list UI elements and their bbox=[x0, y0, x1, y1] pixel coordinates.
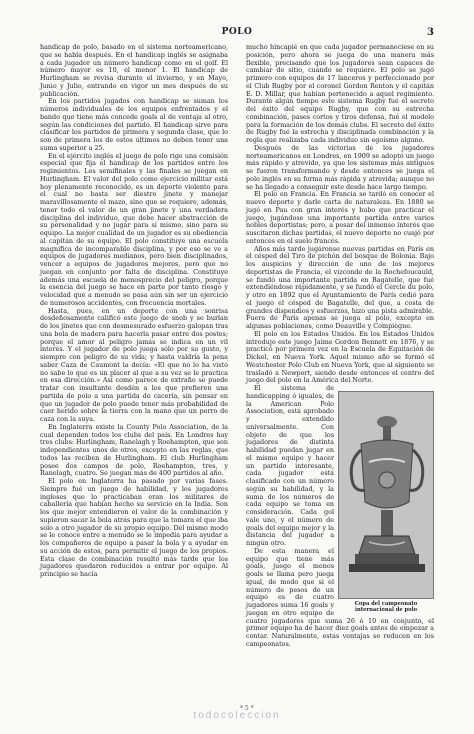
paragraph: De esta manera el equipo que tiene más goals, juego el menos goals se llama pero juega igual, de modo que si el número de pesos de un equipo es de cuatro jugadores suma 16 goals y juegan en otro equipo de cuatro jugadores que suma 26 ó 10 en conjunto, el primer equipo ha de hacer diez goals antes de empezar a contar. Naturalmente, estas ventajas se reducen en los campeonatos. bbox=[246, 546, 434, 648]
paragraph: mucho hincapié en que cada jugador permaneciese en su posición, pero ahora se juega de una manera más flexible, precisando que los jugadores sean capaces de cambiar de sitio, cuando se requiere. El polo se jugó primero con equipos de 17 lanceros y perfeccionado por el Club Rugby por el coronel Gordon Renton y el capitán E. D. Millar, que habían pertenecido a aquel regimiento. Durante algún tiempo este sistema Rugby fué el secreto del éxito del equipo Rugby, que con su estrecha combinación, pases cortos y tiros defensa, fué el modelo para la formación de los demás clubs. El secreto del éxito de Rugby fué la estrecha y disciplinada combinación y la regla que realizaba cada individuo sin egoísmo alguno. bbox=[246, 43, 434, 144]
figure-wrap bbox=[338, 391, 434, 611]
page-title: POLO bbox=[221, 27, 253, 37]
trophy-icon bbox=[339, 392, 434, 599]
paragraph: handicap de polo, basado en el sistema norteamericano, que se había después. En el handicap inglés se asignaba a cada jugador un número handicap como en el golf. El número mayor es 10, el menor 1. El handicap de Hurlingham se revisa durante el invierno, y en Mayo, Junio y Julio, entrando en vigor un mes después de su publicación. bbox=[40, 43, 228, 98]
right-column bbox=[246, 44, 434, 649]
figure bbox=[338, 391, 434, 613]
paragraph: En los partidos jugados con handicap se suman los números individuales de los equipos enfrentados y el bando que tiene más concede goals al de ventaja al otro, según las condiciones del partido. El handicap sirve para clasificar los partidos de primera y segunda clase, que lo son de primera los de estos últimos no deben tener una suma superior a 25. bbox=[40, 97, 228, 152]
watermark: todocoleccion bbox=[193, 710, 281, 721]
paragraph: En Inglaterra existe la County Polo Association, de la cual dependen todos los clubs del país. En Londres hay tres clubs: Hurlingham, Ranelagh y Roehampton, que son independientes unos de otros, excepto en las reglas, que todos las reciben de Hurlingham. El club Hurlingham posee dos campos de polo, Roehampton, tres, y Ranelagh, cuatro. Se juegan más de 400 partidos al año. bbox=[40, 422, 228, 478]
paragraph: Hasta, pues, en un deporte con una sonrisa desdeñosamente calificó este juego de snob y se burlan de los jinetes que con desmesurado esfuerzo galopan tras una bola de madera para hacerla pasar entre dos postes; porque el amor al peligro jamás se indica en un vil interés. Y el jugador de polo juega sólo por su gusto, y siempre con peligro de su vida; y hasta valdría la pena saber Caza de Caumont la decía: «El que no lo ha visto no sabe lo que es un placer al que a su vez se le practica en esa dirección.» Así como parece de extraño se puede tratar con insultante desdén a los que prefieren una partida de polo a una partida de cacería, sin pensar en que un jugador de polo puede tener más probabilidad de caer herido sobre la tierra con la mano que un perro de caza con la suya. bbox=[40, 306, 228, 423]
trophy-photo bbox=[338, 391, 434, 599]
paragraph: El polo en Francia. En Francia se tardó en conocer el nuevo deporte y darle carta de naturaleza. En 1880 se jugó en Pau con gran interés y hubo que practicar el juego, jugándose una importante partida entre varios nobles deportistas; pero, a pesar del inmenso interés que suscitaron dichas partidas, el nuevo deporte no cuajó por entonces en el suelo francés. bbox=[246, 190, 434, 245]
paragraph: El sistema de handicapping ó iguales, de la American Polo Association, está aprobado y extendido universalmente. Con objeto de que los jugadores de distinta habilidad puedan jugar en el mismo equipo y hacer un partido interesante, cada jugador está clasificado con un número según su habilidad, y la suma de los números de cada equipo se toma en consideración. Cada gol vale uno, y el número de goals del equipo mejor y la distancia del jugador a ningún otro. bbox=[246, 384, 334, 547]
left-column bbox=[40, 44, 228, 579]
paragraph: El polo en los Estados Unidos. En los Estados Unidos introdujo este juego Jaime Gordon Bennett en 1876, y se practicó por primera vez en la Escuela de Equitación de Dickel, en Nueva York. Aquel mismo año se formó el Westchester Polo Club en Nueva York, que al siguiente se trasladó a Newport, siendo desde entonces el centro del juego del polo en la América del Norte. bbox=[246, 329, 434, 385]
footer-mark: * 5 * bbox=[240, 705, 254, 712]
running-header bbox=[40, 27, 434, 41]
paragraph: Años más tarde jugáronse nuevas partidas en París en el césped del Tiro de pichón del bosque de Bolonia. Bajo los auspicios y dirección de uno de los mejores deportistas de Francia, el vizconde de la Rochefoucauld, se fundó una importante partida en Bagatelle, que fué extendiéndose rápidamente, y se fundó el Cercle du polo, y otro en 1892 que el Ayuntamiento de París cedió para el juego el césped de Bagatelle, del que, a costa de grandes dispendios y esfuerzos, hizo una pista admirable. Fuera de París apenas se juega al polo, excepto en algunas poblaciones, como Deauville y Compiègne. bbox=[246, 244, 434, 330]
paragraph: En el ejército inglés el juego de polo rige una comisión especial que fija el handicap de los partidos entre los regimientos. Los semifinales y las finales se juegan en Hurlingham. El valor del polo como ejercicio militar está hoy plenamente reconocido, es un deporte violento para el cual no basta ser diestro jinete y manejar maravillosamente el mazo, sino que se requiere, además, tener todo el valor de un gran jinete y una verdadera disciplina del individuo, que debe hacer abstracción de su personalidad y no jugar para sí mismo, sino para su equipo. La mejor cualidad de un jugador es su obediencia al capitán de su equipo. El polo constituye una escuela magnífica de incomparable disciplina, y por eso se ve a equipos de jugadores medianos, pero bien disciplinados, vencer a equipos de jugadores mejores, pero que no juegan en conjunto por falta de disciplina. Constituye además una escuela de menosprecio del peligro, porque la esencia del juego se hace en parte por tanto riesgo y velocidad que a menudo se pasa aún sin ser un ejercicio de numerosos accidentes, con frecuencia mortales. bbox=[40, 151, 228, 307]
paragraph: Después de las victorias de los jugadores norteamericanos en Londres, en 1909 se adoptó un juego más rápido y atrevido, ya que los sistemas más antiguos se fueron transformando y desde entonces se juega el polo inglés en su forma más rápida y atrevida; aunque no se ha llegado a conseguir este desde hace largo tiempo. bbox=[246, 143, 434, 191]
figure-caption: Copa del campeonato internacional de polo bbox=[354, 601, 418, 613]
page-number: 3 bbox=[427, 27, 434, 38]
paragraph: El polo en Inglaterra ha pasado por varias fases. Siempre fué un juego de habilidad, y los jugadores ingleses que lo practicaban eran los militares de caballería que habían hecho su servicio en la India. Son los que mejor entendieron el valor de la combinación y supieron sacar la bola atrás para que la tomara el que iba solo a otro jugador de su propio equipo. Del mismo modo se le conoce entre a menudo se le impedía para ayudar a los compañeros de equipo a pasar la bola y a ayudar en su acción de estos, para permitir el juego de los propios. Esta clase de combinación resultó más tarde que los jugadores quedaron reducidos a entrar por equipo. Al principio se hacía bbox=[40, 477, 228, 578]
